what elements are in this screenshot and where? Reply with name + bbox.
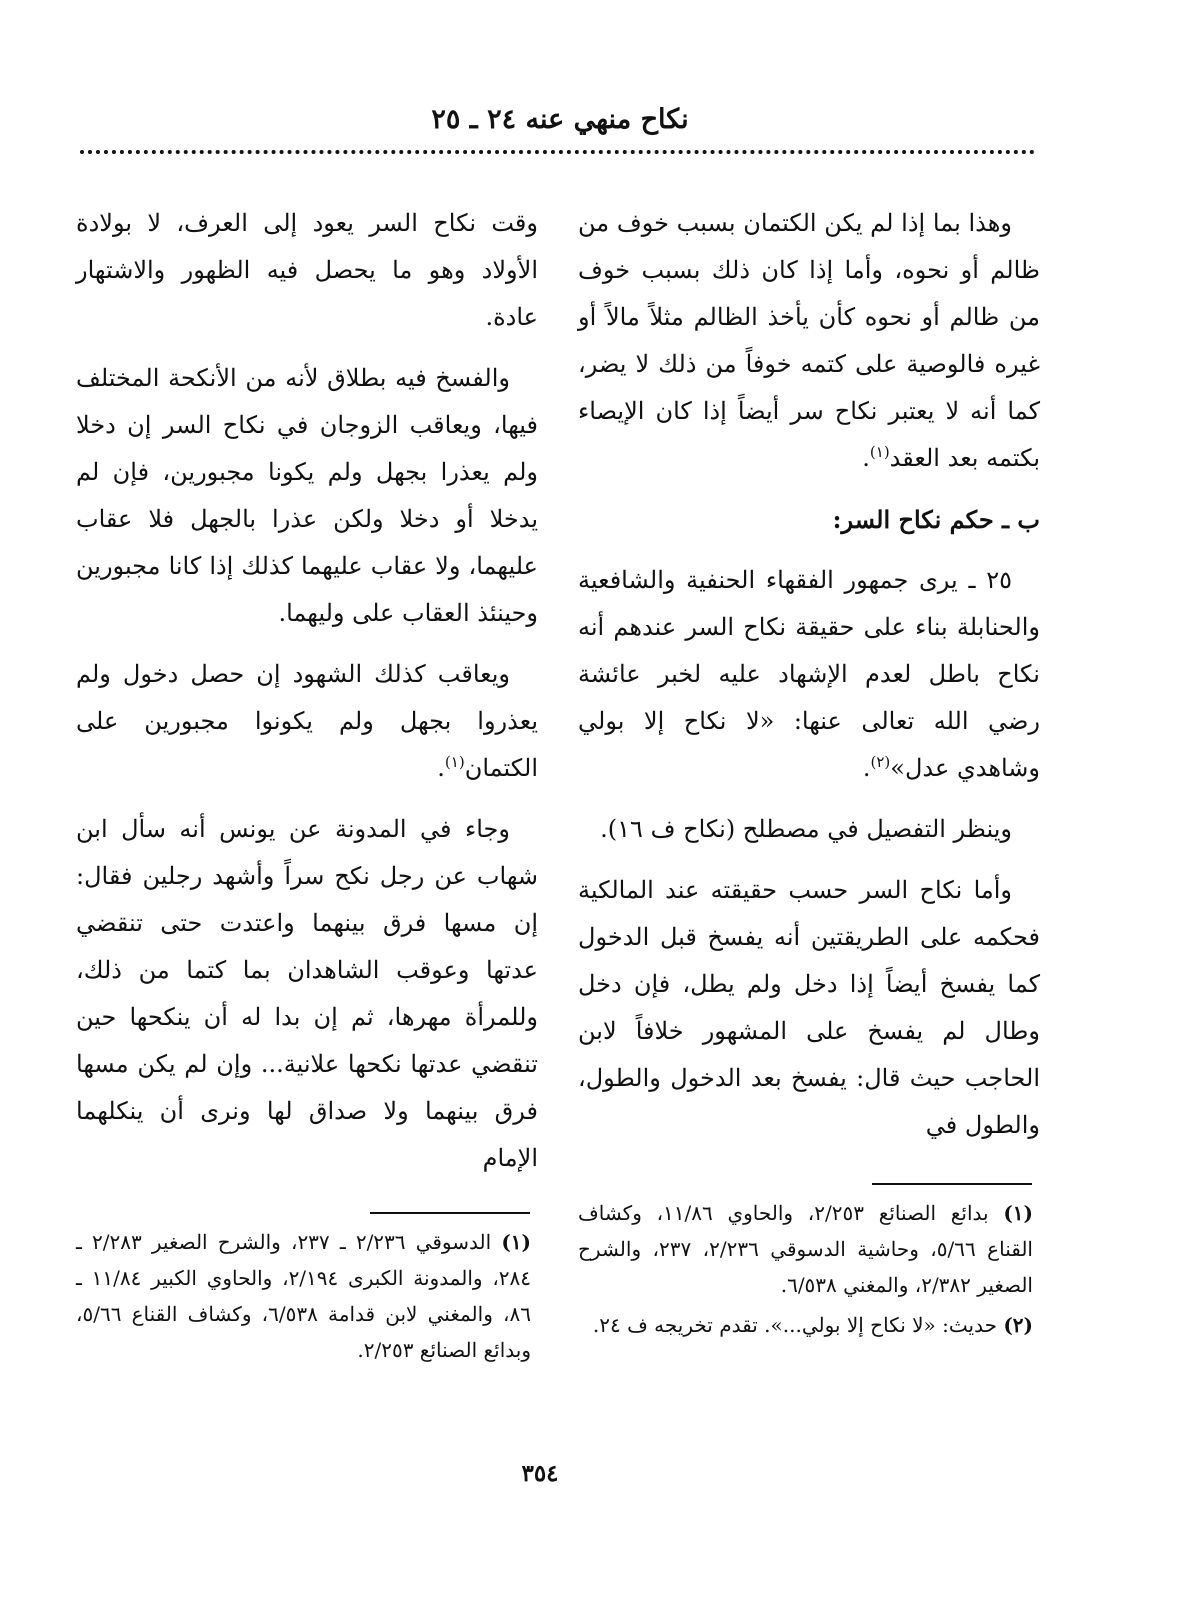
paragraph-end: . <box>862 754 871 782</box>
left-paragraph-2: والفسخ فيه بطلاق لأنه من الأنكحة المختلف فيها، ويعاقب الزوجان في نكاح السر إن دخلا ولم يعذرا بجهل ولم يكونا مجبورين، فإن لم يدخلا أو دخلا ولكن عذرا بالجهل فلا عقاب عليهما، ولا عقاب عليهما كذلك إذا كانا مجبورين وحينئذ العقاب على وليهما. <box>76 364 539 627</box>
footnote-number: (١) <box>501 1230 532 1254</box>
footnote-ref: (١) <box>869 443 890 461</box>
paragraph-text: وهذا بما إذا لم يكن الكتمان بسبب خوف من ظالم أو نحوه، وأما إذا كان ذلك بسبب خوف من ظالم أو نحوه كأن يأخذ الظالم مثلاً مالاً أو غيره فالوصية على كتمه خوفاً من ذلك لا يضر، كما أنه لا يعتبر نكاح سر أيضاً إذا كان الإيصاء بكتمه بعد العقد <box>578 209 1040 472</box>
paragraph-text: ويعاقب كذلك الشهود إن حصل دخول ولم يعذروا بجهل ولم يكونوا مجبورين على الكتمان <box>76 660 538 782</box>
footnotes-right <box>578 1195 1033 1347</box>
paragraph-end: . <box>862 444 870 472</box>
right-paragraph-2 <box>578 557 1040 792</box>
footnote-ref: (٢) <box>870 753 891 771</box>
left-paragraph-4: وجاء في المدونة عن يونس أنه سأل ابن شهاب عن رجل نكح سراً وأشهد رجلين فقال: إن مسها فرق بينهما واعتدت حتى تنقضي عدتها وعوقب الشاهدان بما كتما من ذلك، وللمرأة مهرها، ثم إن بدا له أن ينكحها حين تنقضي عدتها نكحها علانية... وإن لم يكن مسها فرق بينهما ولا صداق لها ونرى أن ينكلهما الإمام <box>76 815 538 1172</box>
right-paragraph-3: وينظر التفصيل في مصطلح (نكاح ف ١٦). <box>600 815 1012 843</box>
footnote-number: (٢) <box>1003 1313 1033 1337</box>
footnote <box>578 1195 1033 1303</box>
right-paragraph-1 <box>578 200 1040 482</box>
footnote-separator-right <box>872 1183 1032 1185</box>
footnote-text: الدسوقي ٢/٢٣٦ ـ ٢٣٧، والشرح الصغير ٢/٢٨٣ ـ ٢٨٤، والمدونة الكبرى ٢/١٩٤، والحاوي الكبير ١١/٨٤ ـ ٨٦، والمغني لابن قدامة ٦/٥٣٨، وكشاف القناع ٥/٦٦، وبدائع الصنائع ٢/٢٥٣. <box>76 1230 532 1362</box>
footnote-text: بدائع الصنائع ٢/٢٥٣، والحاوي ١١/٨٦، وكشاف القناع ٥/٦٦، وحاشية الدسوقي ٢/٢٣٦، ٢٣٧، والشرح الصغير ٢/٣٨٢، والمغني ٦/٥٣٨. <box>578 1201 1033 1297</box>
section-heading: ب ـ حكم نكاح السر: <box>832 505 1040 534</box>
page-number: ٣٥٤ <box>521 1460 559 1487</box>
running-header-title: نكاح منهي عنه ٢٤ ـ ٢٥ <box>431 104 689 135</box>
left-column <box>76 200 538 1196</box>
footnote <box>76 1224 531 1368</box>
left-paragraph-3 <box>76 651 538 792</box>
right-paragraph-4: وأما نكاح السر حسب حقيقته عند المالكية فحكمه على الطريقتين أنه يفسخ قبل الدخول كما يفسخ أيضاً إذا دخل ولم يطل، فإن دخل وطال لم يفسخ على المشهور خلافاً لابن الحاجب حيث قال: يفسخ بعد الدخول والطول، والطول في <box>578 876 1040 1139</box>
footnotes-left <box>76 1224 531 1372</box>
footnote-separator-left <box>370 1212 530 1214</box>
left-paragraph-1: وقت نكاح السر يعود إلى العرف، لا بولادة الأولاد وهو ما يحصل فيه الظهور والاشتهار عادة. <box>76 209 538 331</box>
footnote <box>578 1307 1033 1343</box>
paragraph-end: . <box>437 754 445 782</box>
right-column <box>578 200 1040 1163</box>
footnote-ref: (١) <box>444 753 465 771</box>
footnote-number: (١) <box>1003 1201 1033 1225</box>
paragraph-text: ٢٥ ـ يرى جمهور الفقهاء الحنفية والشافعية والحنابلة بناء على حقيقة نكاح السر عندهم أنه نكاح باطل لعدم الإشهاد عليه لخبر عائشة رضي الله تعالى عنها: «لا نكاح إلا بولي وشاهدي عدل» <box>578 566 1040 782</box>
footnote-text: حديث: «لا نكاح إلا بولي...». تقدم تخريجه ف ٢٤. <box>592 1313 997 1337</box>
header-dotted-rule <box>80 150 1035 154</box>
